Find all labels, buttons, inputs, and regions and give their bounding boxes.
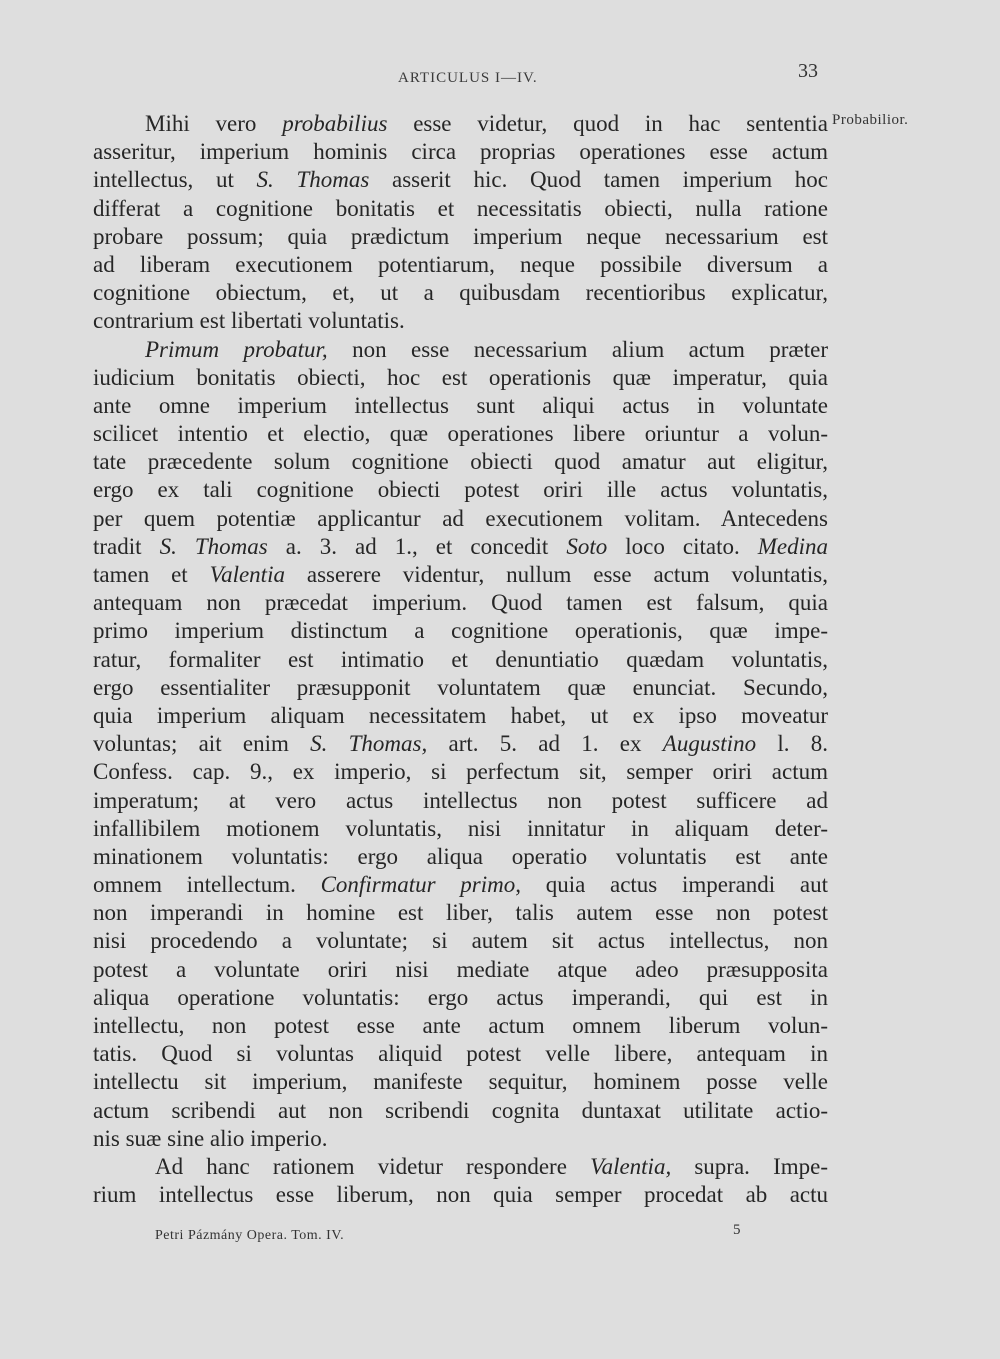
- text-line: [93, 646, 828, 674]
- text-span: nis suæ sine alio imperio.: [93, 1125, 328, 1151]
- text-line: [93, 984, 828, 1012]
- text-line: [93, 110, 828, 138]
- italic-span: Valentia: [209, 562, 285, 587]
- text-span: ergo ex tali cognitione obiecti potest oriri ille actus voluntatis,: [93, 477, 828, 503]
- text-span: tamen et: [93, 562, 210, 587]
- footer-title: Petri Pázmány Opera. Tom. IV.: [155, 1228, 345, 1243]
- text-span: cognitione obiectum, et, ut a quibusdam recentioribus explicatur,: [93, 280, 828, 306]
- text-line: [93, 195, 828, 223]
- text-line: [93, 336, 828, 364]
- text-line: [93, 1012, 828, 1040]
- text-line: [93, 617, 828, 645]
- text-line: [93, 364, 828, 392]
- text-span: l. 8.: [756, 731, 829, 757]
- text-span: actum scribendi aut non scribendi cognita duntaxat utilitate actio-: [93, 1097, 828, 1123]
- italic-span: Valentia,: [590, 1153, 672, 1179]
- text-span: ergo essentialiter præsupponit voluntatem quæ enunciat. Secundo,: [93, 674, 828, 700]
- text-line: [93, 730, 828, 758]
- text-line: [93, 1097, 828, 1125]
- text-line: [93, 448, 828, 476]
- text-line: [93, 138, 828, 166]
- text-span: esse videtur, quod in hac sententia: [387, 111, 828, 136]
- text-line: [93, 702, 828, 730]
- text-line: [93, 1181, 828, 1209]
- text-span: minationem voluntatis: ergo aliqua operatio voluntatis est ante: [93, 843, 828, 869]
- text-line: [93, 815, 828, 843]
- italic-span: Augustino: [662, 731, 757, 757]
- italic-span: probabilius: [282, 111, 388, 136]
- text-span: ad liberam executionem potentiarum, neque possibile diversum a: [93, 251, 828, 277]
- text-span: tatis. Quod si voluntas aliquid potest velle libere, antequam in: [93, 1041, 828, 1067]
- text-line: [93, 251, 828, 279]
- text-span: contrarium est libertati voluntatis.: [93, 308, 405, 334]
- text-span: infallibilem motionem voluntatis, nisi innitatur in aliquam deter-: [93, 815, 828, 841]
- text-line: [93, 899, 828, 927]
- text-span: intellectu, non potest esse ante actum omnem liberum volun-: [93, 1013, 828, 1038]
- page-number: 33: [798, 60, 818, 82]
- text-line: [93, 1040, 828, 1068]
- text-span: iudicium bonitatis obiecti, hoc est operationis quæ imperatur, quia: [93, 364, 828, 390]
- text-span: loco citato.: [607, 533, 758, 559]
- text-span: a. 3. ad 1., et concedit: [267, 533, 567, 559]
- text-span: Mihi vero: [145, 111, 283, 136]
- text-span: intellectu sit imperium, manifeste sequitur, hominem posse velle: [93, 1069, 828, 1095]
- text-span: omnem intellectum.: [93, 872, 321, 898]
- text-line: [93, 1125, 828, 1153]
- text-line: [93, 589, 828, 617]
- text-span: antequam non præcedat imperium. Quod tamen est falsum, quia: [93, 590, 828, 616]
- text-span: asseritur, imperium hominis circa proprias operationes esse actum: [93, 139, 828, 165]
- italic-span: S. Thomas: [159, 533, 268, 559]
- text-span: supra. Impe-: [671, 1153, 828, 1179]
- running-head: ARTICULUS I—IV.: [398, 70, 538, 86]
- text-span: differat a cognitione bonitatis et necessitatis obiecti, nulla ratione: [93, 195, 828, 221]
- text-line: [93, 871, 828, 899]
- text-line: [93, 674, 828, 702]
- text-line: [93, 927, 828, 955]
- text-line: [93, 1068, 828, 1096]
- italic-span: Confirmatur primo,: [320, 872, 522, 898]
- text-span: aliqua operatione voluntatis: ergo actus imperandi, qui est in: [93, 984, 828, 1010]
- text-span: rium intellectus esse liberum, non quia semper procedat ab actu: [93, 1182, 828, 1208]
- text-span: scilicet intentio et electio, quæ operationes libere oriuntur a volun-: [93, 421, 828, 447]
- text-span: per quem potentiæ applicantur ad executionem volitam. Antecedens: [93, 505, 828, 531]
- text-span: Confess. cap. 9., ex imperio, si perfectum sit, semper oriri actum: [93, 759, 828, 785]
- text-span: potest a voluntate oriri nisi mediate atque adeo præsupposita: [93, 956, 828, 982]
- text-span: probare possum; quia prædictum imperium neque necessarium est: [93, 223, 828, 249]
- text-span: imperatum; at vero actus intellectus non potest sufficere ad: [93, 787, 828, 813]
- italic-span: S. Thomas: [256, 167, 370, 193]
- text-span: quia imperium aliquam necessitatem habet, ut ex ipso moveatur: [93, 702, 828, 728]
- text-line: [93, 307, 828, 335]
- text-span: asserere videntur, nullum esse actum voluntatis,: [284, 562, 828, 587]
- text-span: non imperandi in homine est liber, talis autem esse non potest: [93, 900, 828, 926]
- text-span: intellectus, ut: [93, 167, 257, 193]
- text-span: voluntas; ait enim: [93, 731, 311, 757]
- text-span: quia actus imperandi aut: [521, 872, 828, 898]
- text-line: [93, 787, 828, 815]
- margin-note: Probabilior.: [832, 112, 909, 128]
- text-span: ante omne imperium intellectus sunt aliqui actus in voluntate: [93, 392, 828, 418]
- italic-span: Soto: [566, 533, 608, 559]
- text-span: non esse necessarium alium actum præter: [327, 336, 829, 362]
- signature-mark: 5: [733, 1222, 741, 1238]
- text-span: nisi procedendo a voluntate; si autem sit actus intellectus, non: [93, 928, 828, 954]
- text-line: [93, 1153, 828, 1181]
- text-span: tate præcedente solum cognitione obiecti quod amatur aut eligitur,: [93, 449, 828, 475]
- italic-span: S. Thomas,: [310, 731, 428, 757]
- text-span: Ad hanc rationem videtur respondere: [155, 1153, 591, 1179]
- text-span: ratur, formaliter est intimatio et denuntiatio quædam voluntatis,: [93, 646, 828, 672]
- italic-span: Primum probatur,: [145, 336, 328, 362]
- body-text: [93, 110, 828, 1209]
- text-line: [93, 533, 828, 561]
- text-span: art. 5. ad 1. ex: [427, 731, 663, 757]
- text-line: [93, 223, 828, 251]
- text-span: asserit hic. Quod tamen imperium hoc: [369, 167, 828, 193]
- text-line: [93, 956, 828, 984]
- text-line: [93, 476, 828, 504]
- text-line: [93, 505, 828, 533]
- text-line: [93, 420, 828, 448]
- text-line: [93, 279, 828, 307]
- text-line: [93, 561, 828, 589]
- text-span: primo imperium distinctum a cognitione operationis, quæ impe-: [93, 618, 828, 644]
- italic-span: Medina: [757, 533, 829, 559]
- text-line: [93, 843, 828, 871]
- text-span: tradit: [93, 533, 160, 559]
- text-line: [93, 166, 828, 194]
- text-line: [93, 392, 828, 420]
- text-line: [93, 758, 828, 786]
